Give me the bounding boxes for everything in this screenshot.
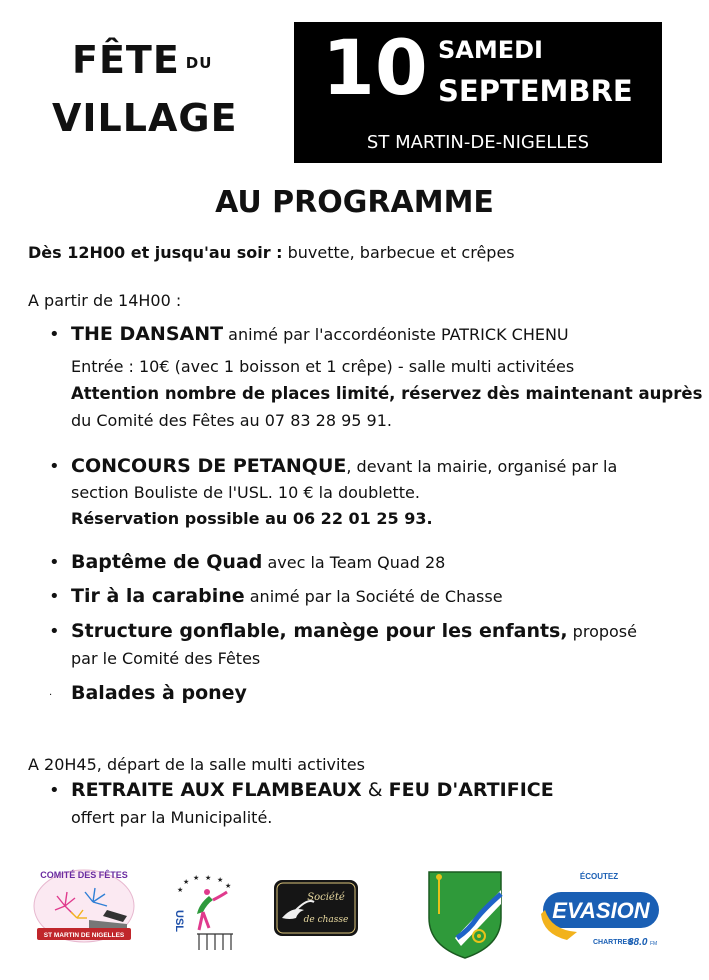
usl-logo xyxy=(173,870,237,954)
list-item-petanque xyxy=(49,454,618,531)
bullet-icon: . xyxy=(49,687,53,698)
evasion-radio-logo xyxy=(537,870,663,954)
from-14h: A partir de 14H00 : xyxy=(28,291,182,310)
list-item-gonflable xyxy=(49,619,637,671)
month: SEPTEMBRE xyxy=(438,74,633,108)
list-item-quad xyxy=(49,550,446,575)
programme-title: AU PROGRAMME xyxy=(215,185,494,220)
petanque-line2: section Bouliste de l'USL. 10 € la doublette. xyxy=(71,483,420,502)
petanque-title: CONCOURS DE PETANQUE xyxy=(71,455,347,477)
the-dansant-rest: animé par l'accordéoniste PATRICK CHENU xyxy=(223,325,569,344)
poney-title: Balades à poney xyxy=(71,682,247,704)
bullet-icon: • xyxy=(49,324,60,345)
gonflable-rest: proposé xyxy=(567,622,637,641)
offert-line: offert par la Municipalité. xyxy=(71,808,273,827)
day-name: SAMEDI xyxy=(438,36,543,64)
list-item-carabine xyxy=(49,584,503,609)
bullet-icon: • xyxy=(49,780,60,801)
petanque-rest: , devant la mairie, organisé par la xyxy=(346,457,618,476)
usl-text: USL xyxy=(173,910,185,932)
bullet-icon: • xyxy=(49,552,60,573)
title-du: DU xyxy=(185,53,213,72)
carabine-rest: animé par la Société de Chasse xyxy=(244,587,503,606)
retraite-title: RETRAITE AUX FLAMBEAUX xyxy=(71,779,362,801)
title-fete-text: FÊTE xyxy=(72,38,180,82)
evasion-text: EVASION xyxy=(552,898,650,923)
the-dansant-line4: du Comité des Fêtes au 07 83 28 95 91. xyxy=(71,411,392,430)
quad-rest: avec la Team Quad 28 xyxy=(262,553,446,572)
comite-top-text: COMITÉ DES FÊTES xyxy=(40,870,128,880)
the-dansant-title: THE DANSANT xyxy=(71,323,224,345)
gonflable-title: Structure gonflable, manège pour les enfants, xyxy=(71,620,568,642)
intro-bold: Dès 12H00 et jusqu'au soir : xyxy=(28,243,283,262)
societe-de-chasse-logo xyxy=(274,880,358,936)
place: ST MARTIN-DE-NIGELLES xyxy=(366,132,590,153)
sponsor-logos xyxy=(0,860,709,960)
quad-title: Baptême de Quad xyxy=(71,551,263,573)
svg-text:★: ★ xyxy=(217,876,224,884)
feu-artifice-title: FEU D'ARTIFICE xyxy=(388,779,554,801)
chasse-text: de chasse xyxy=(303,915,349,925)
svg-text:★: ★ xyxy=(193,874,200,882)
fm-text: FM xyxy=(650,941,658,947)
comite-des-fetes-logo xyxy=(27,866,141,948)
bullet-icon: • xyxy=(49,456,60,477)
frequency-text: 88.0 xyxy=(628,937,648,948)
title-fete xyxy=(72,38,212,82)
title-village: VILLAGE xyxy=(52,96,238,140)
evening-time: A 20H45, xyxy=(28,755,102,774)
svg-text:★: ★ xyxy=(225,882,232,890)
comite-bottom-text: ST MARTIN DE NIGELLES xyxy=(43,932,125,939)
svg-text:★: ★ xyxy=(183,878,190,886)
ampersand: & xyxy=(361,779,389,801)
village-coat-of-arms-logo xyxy=(425,868,505,960)
carabine-title: Tir à la carabine xyxy=(71,585,245,607)
evening-text: départ de la salle multi activites xyxy=(101,755,365,774)
list-item-the-dansant xyxy=(49,322,703,433)
svg-text:★: ★ xyxy=(177,886,184,894)
the-dansant-line3: Attention nombre de places limité, réservez dès maintenant auprès xyxy=(71,384,703,403)
chartres-text: CHARTRES xyxy=(593,939,632,946)
bullet-icon: • xyxy=(49,621,60,642)
bullet-icon: • xyxy=(49,586,60,607)
gonflable-line2: par le Comité des Fêtes xyxy=(71,649,261,668)
evening-line xyxy=(28,753,365,777)
ecoutez-text: ÉCOUTEZ xyxy=(579,872,619,881)
intro-text: buvette, barbecue et crêpes xyxy=(282,243,515,262)
the-dansant-line2: Entrée : 10€ (avec 1 boisson et 1 crêpe) - salle multi activitées xyxy=(71,357,575,376)
list-item-poney xyxy=(49,681,247,706)
intro-line xyxy=(28,241,515,265)
list-item-retraite xyxy=(49,778,554,830)
petanque-line3: Réservation possible au 06 22 01 25 93. xyxy=(71,509,433,528)
date-box xyxy=(294,22,662,163)
svg-text:★: ★ xyxy=(205,874,212,882)
societe-text: Société xyxy=(307,892,345,903)
day-number: 10 xyxy=(322,23,428,112)
